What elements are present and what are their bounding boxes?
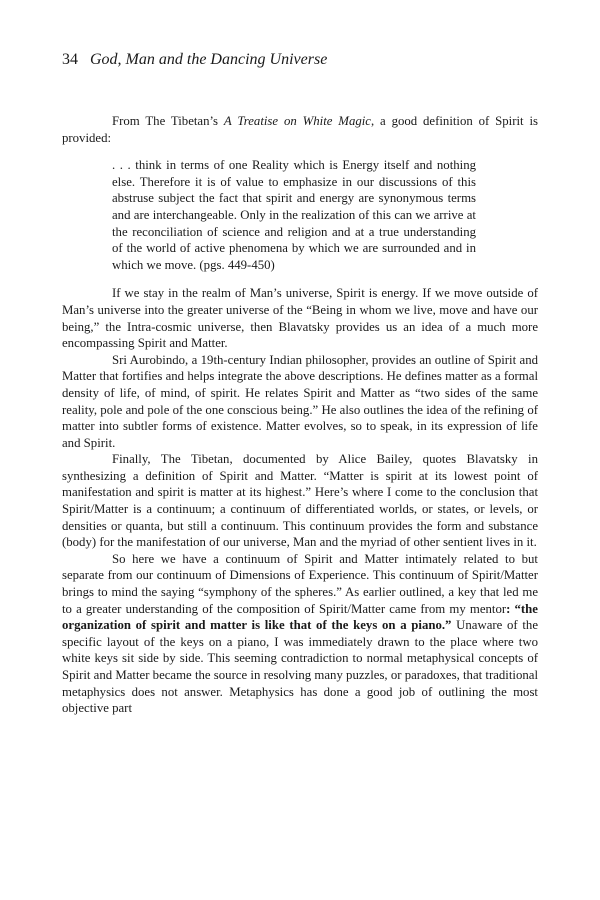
block-quote-text: . . . think in terms of one Reality which is Energy itself and nothing else. Therefore it is of value to emphasize in our discussions of this abstruse subject the fact that spirit and energy are synonymous terms and are interchangeable. Only in the realization of this can we arrive at the reconciliation of science and religion and at a true understanding of the world of active phenomena by which we are surrounded and in which we move. (pgs. 449-450) [112, 158, 476, 272]
paragraph-spirit-energy: If we stay in the realm of Man’s universe, Spirit is energy. If we move outside of Man’s universe into the greater universe of the “Being in whom we live, move and have our being,” the Intra-cosmic universe, then Blavatsky provides us an idea of a much more encompassing Spirit and Matter. [62, 286, 538, 351]
running-header [62, 50, 327, 70]
piano-text-before: So here we have a continuum of Spirit and Matter intimately related to but separate from our continuum of Dimensions of Experience. This continuum of Spirit/Matter brings to mind the saying “symphony of the spheres.” As earlier outlined, a key that led me to a greater understanding of the composition of Spirit/Matter came from my mentor [62, 551, 538, 616]
intro-text-after: , a good definition of Spirit is provided: [62, 114, 538, 145]
intro-paragraph [62, 113, 538, 146]
paragraph-piano-keys [62, 551, 538, 717]
treatise-title: A Treatise on White Magic [223, 114, 371, 128]
paragraph-aurobindo: Sri Aurobindo, a 19th-century Indian philosopher, provides an outline of Spirit and Matter that fortifies and helps integrate the above descriptions. He defines matter as a formal density of life, of mind, of spirit. He relates Spirit and Matter as “two sides of the same reality, pole and pole of the one conscious being.” He also outlines the idea of the refining of matter into subtler forms of existence. Matter evolves, so to speak, in its expression of life and Spirit. [62, 352, 538, 450]
page-number: 34 [62, 51, 78, 68]
book-title: God, Man and the Dancing Universe [90, 51, 328, 68]
piano-text-after: Unaware of the specific layout of the keys on a piano, I was immediately drawn to the place where two white keys sit side by side. This seeming contradiction to normal metaphysical concepts of Spirit and Matter became the source in resolving many puzzles, or paradoxes, that traditional metaphysics does not answer. Metaphysics has done a good job of outlining the most objective part [62, 618, 538, 716]
page-body [62, 113, 538, 717]
paragraph-tibetan-bailey: Finally, The Tibetan, documented by Alice Bailey, quotes Blavatsky in synthesizing a definition of Spirit and Matter. “Matter is spirit at its lowest point of manifestation and spirit is matter at its highest.” Here’s where I come to the conclusion that Spirit/Matter is a continuum; a continuum of differentiated worlds, or states, or levels, or densities or quanta, but still a continuum. This continuum provides the form and substance (body) for the manifestation of our universe, Man and the myriad of other sentient lives in it. [62, 452, 538, 550]
mentor-quote-bold: : “the organization of spirit and matter is like that of the keys on a piano.” [62, 601, 538, 633]
intro-text-before: From The Tibetan’s [112, 114, 224, 128]
block-quote [112, 157, 476, 273]
